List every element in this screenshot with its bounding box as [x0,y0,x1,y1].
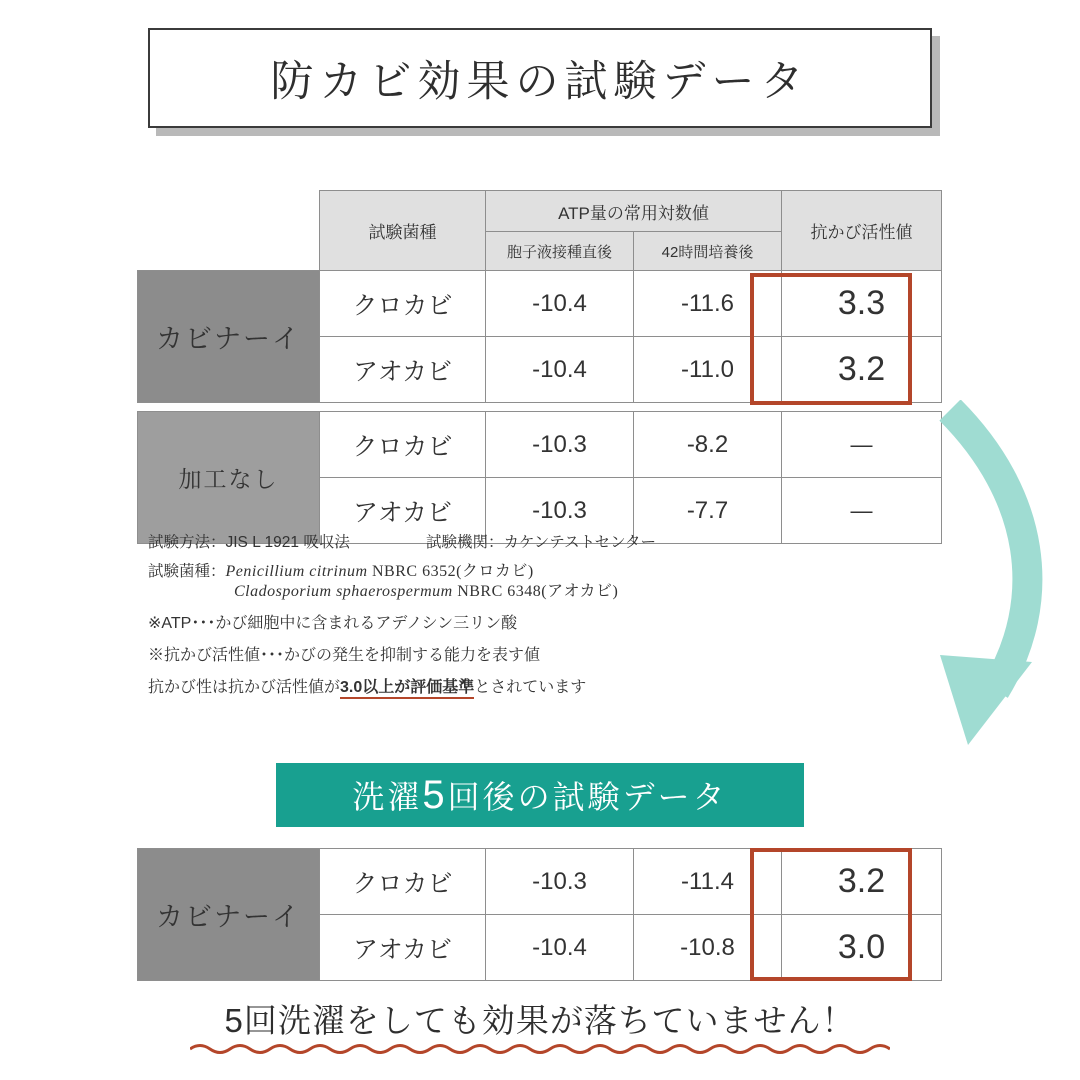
cell-species: クロカビ [320,412,486,478]
cell-species: アオカビ [320,478,486,544]
cell-atp1: -10.4 [486,337,634,403]
note-criteria-bold: 3.0以上が評価基準 [340,679,474,699]
cell-activity: — [782,478,942,544]
notes-block [148,535,788,696]
table-row [138,849,942,915]
wash-banner-post: 回後の試験データ [447,779,728,815]
wash-banner-text [352,772,727,818]
cell-species: アオカビ [320,915,486,981]
cell-atp1: -10.3 [486,412,634,478]
note-species-row [148,564,788,580]
bottom-caption-block [0,995,1080,1042]
note-method-row [148,535,788,551]
note-species-latin-1: Penicillium citrinum [225,562,368,580]
bottom-caption: 5回洗濯をしても効果が落ちていません！ [224,1002,856,1039]
wavy-underline-icon [190,1042,890,1056]
note-species-label: 試験菌種： [148,562,226,580]
cell-species: クロカビ [320,271,486,337]
note-activity-definition: ※抗かび活性値･･･かびの発生を抑制する能力を表す値 [148,646,541,664]
cell-atp2: -7.7 [634,478,782,544]
cell-atp1: -10.3 [486,849,634,915]
note-criteria-post: とされています [474,678,587,696]
cell-activity: — [782,412,942,478]
cell-atp1: -10.4 [486,271,634,337]
note-atp: ※ATP･･･かび細胞中に含まれるアデノシン三リン酸 [148,614,518,632]
cell-atp2: -8.2 [634,412,782,478]
table-header-row-1 [138,191,942,232]
note-test-institute: 試験機関：カケンテストセンター [426,534,657,551]
title-box [148,28,932,128]
header-atp-group: ATP量の常用対数値 [486,191,782,232]
wash-banner [276,763,804,827]
header-corner-blank [138,191,320,232]
cell-activity: 3.3 [782,271,942,337]
note-criteria-pre: 抗かび性は抗かび活性値が [148,678,341,696]
cell-activity: 3.0 [782,915,942,981]
cell-atp2: -11.6 [634,271,782,337]
header-atp-sub2: 42時間培養後 [634,232,782,271]
cell-activity: 3.2 [782,337,942,403]
cell-atp2: -10.8 [634,915,782,981]
curved-arrow-icon [800,400,1060,780]
header-atp-sub1: 胞子液接種直後 [486,232,634,271]
cell-activity: 3.2 [782,849,942,915]
note-species-latin-2: Cladosporium sphaerospermum [234,582,453,600]
note-species-line2 [234,584,788,600]
row-group-label-treated: カビナーイ [138,271,320,403]
note-species-code-1: NBRC 6352(クロカビ) [367,562,534,580]
table-row [138,271,942,337]
cell-atp1: -10.3 [486,478,634,544]
header-corner-blank-2 [138,232,320,271]
cell-atp2: -11.4 [634,849,782,915]
page-title: 防カビ効果の試験データ [270,57,810,106]
cell-atp1: -10.4 [486,915,634,981]
note-species-line1 [226,564,534,580]
note-species-code-2: NBRC 6348(アオカビ) [452,582,619,600]
page-title-block [148,28,932,128]
wash-banner-number: 5 [422,773,448,817]
cell-species: アオカビ [320,337,486,403]
note-criteria [148,680,586,696]
wash-banner-pre: 洗濯 [352,779,423,815]
cell-atp2: -11.0 [634,337,782,403]
wash-results-table [137,848,942,981]
wash-row-group-label: カビナーイ [138,849,320,981]
header-species: 試験菌種 [320,191,486,271]
row-group-label-untreated: 加工なし [138,412,320,544]
header-activity: 抗かび活性値 [782,191,942,271]
cell-species: クロカビ [320,849,486,915]
note-test-method: 試験方法：JIS L 1921 吸収法 [148,534,350,551]
